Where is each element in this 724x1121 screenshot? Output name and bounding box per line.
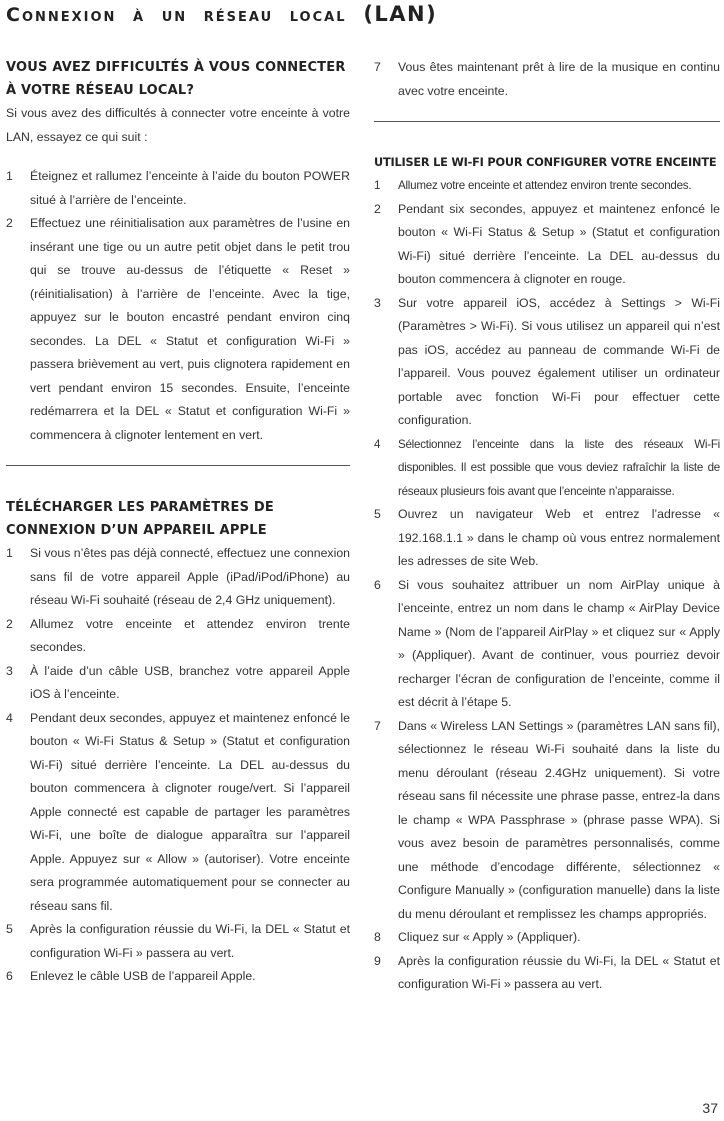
list-item xyxy=(374,503,720,574)
list-item xyxy=(374,292,720,433)
apple-setup-steps-continued xyxy=(374,56,720,103)
step-number: 3 xyxy=(374,295,381,310)
step-number: 7 xyxy=(374,60,381,74)
list-item xyxy=(6,212,350,447)
troubleshooting-steps xyxy=(6,165,350,447)
step-text: Dans « Wireless LAN Settings » (paramètres LAN sans fil), sélectionnez le réseau Wi-Fi souhaité dans la liste du menu déroulant (réseau 2.4GHz uniquement). Si votre réseau sans fil nécessite une phrase passe, entrez-la dans le champ « WPA Passphrase » (phrase passe WPA). Si vous avez besoin de paramètres personnalisés, comme une méthode d’encodage différente, sélectionnez « Configure Manually » (configuration manuelle) dans la liste du menu déroulant et remplissez les champs appropriés. xyxy=(398,718,720,921)
step-number: 9 xyxy=(374,953,381,968)
list-item xyxy=(6,918,350,965)
step-text: Effectuez une réinitialisation aux paramètres de l’usine en insérant une tige ou un autre petit objet dans le petit trou qui se trouve au-dessus de l’étiquette « Reset » (réinitialisation) à l’arrière de l’enceinte. Avec la tige, appuyez sur le bouton encastré pendant environ cinq secondes. La DEL « Statut et configuration Wi-Fi » passera brièvement au vert, puis clignotera rapidement en vert pendant environ 15 secondes. Ensuite, l’enceinte redémarrera et la DEL « Statut et configuration Wi-Fi » commencera à clignoter lentement en vert. xyxy=(30,216,350,442)
step-text: Après la configuration réussie du Wi-Fi, la DEL « Statut et configuration Wi-Fi » passera au vert. xyxy=(398,953,720,991)
step-number: 5 xyxy=(6,922,13,936)
step-number: 8 xyxy=(374,930,381,944)
step-number: 2 xyxy=(6,616,13,631)
step-text: Pendant deux secondes, appuyez et maintenez enfoncé le bouton « Wi-Fi Status & Setup » (Statut et configuration Wi-Fi) situé derrière l’enceinte. La DEL au-dessus du bouton commencera à clignoter rouge/vert. Si l’appareil Apple connecté est capable de partager les paramètres Wi-Fi, une boîte de dialogue apparaîtra sur l’appareil Apple. Appuyez sur « Allow » (autoriser). Votre enceinte sera programmée automatiquement pour se connecter au réseau sans fil. xyxy=(30,710,350,913)
step-text: Enlevez le câble USB de l’appareil Apple. xyxy=(30,969,256,983)
step-text: Après la configuration réussie du Wi-Fi, la DEL « Statut et configuration Wi-Fi » passera au vert. xyxy=(30,922,350,960)
step-number: 6 xyxy=(374,577,381,592)
section-heading-connection-trouble: VOUS AVEZ DIFFICULTÉS À VOUS CONNECTER À VOTRE RÉSEAU LOCAL? xyxy=(6,60,346,98)
list-item xyxy=(374,950,720,997)
step-number: 6 xyxy=(6,969,13,983)
step-text: Pendant six secondes, appuyez et maintenez enfoncé le bouton « Wi-Fi Status & Setup » (Statut et configuration Wi-Fi) situé derrière l’enceinte. La DEL au-dessus du bouton commencera à clignoter en rouge. xyxy=(398,201,720,286)
step-number: 5 xyxy=(374,507,381,521)
step-number: 4 xyxy=(374,437,381,451)
step-number: 7 xyxy=(374,718,381,733)
list-item xyxy=(374,174,720,198)
step-text: Si vous souhaitez attribuer un nom AirPlay unique à l’enceinte, entrez un nom dans le champ « AirPlay Device Name » (Nom de l’appareil AirPlay » et cliquez sur « Apply » (Appliquer). Avant de continuer, vous pourriez devoir recharger l’écran de configuration de l’enceinte, comme il est décrit à l’étape 5. xyxy=(398,577,720,709)
page-number: 37 xyxy=(702,1100,718,1116)
left-column xyxy=(6,56,350,989)
right-column xyxy=(374,56,720,997)
list-item xyxy=(374,574,720,715)
list-item xyxy=(6,965,350,989)
step-text: À l’aide d’un câble USB, branchez votre appareil Apple iOS à l’enceinte. xyxy=(30,663,350,701)
step-text: Éteignez et rallumez l’enceinte à l’aide du bouton POWER situé à l’arrière de l’enceinte. xyxy=(30,169,350,207)
page-title xyxy=(6,2,437,26)
list-item xyxy=(374,926,720,950)
list-item xyxy=(6,707,350,919)
section-heading-wifi-setup: UTILISER LE WI-FI POUR CONFIGURER VOTRE ENCEINTE xyxy=(374,156,717,169)
list-item xyxy=(374,198,720,292)
step-number: 3 xyxy=(6,663,13,678)
step-text: Si vous n’êtes pas déjà connecté, effectuez une connexion sans fil de votre appareil Apple (iPad/iPod/iPhone) au réseau Wi-Fi souhaité (réseau de 2,4 GHz uniquement). xyxy=(30,546,350,607)
list-item xyxy=(374,433,720,504)
list-item xyxy=(6,542,350,613)
step-text: Sélectionnez l’enceinte dans la liste des réseaux Wi-Fi disponibles. Il est possible que vous deviez rafraîchir la liste de réseaux plusieurs fois avant que l’enceinte n’apparaisse. xyxy=(398,437,720,498)
page-title-main: Connexion à un réseau local xyxy=(6,4,347,26)
step-text: Cliquez sur « Apply » (Appliquer). xyxy=(398,930,581,944)
step-number: 1 xyxy=(6,546,13,560)
apple-setup-steps xyxy=(6,542,350,989)
step-text: Ouvrez un navigateur Web et entrez l’adresse « 192.168.1.1 » dans le champ où vous entrez normalement les adresses de site Web. xyxy=(398,507,720,568)
list-item xyxy=(6,660,350,707)
page-title-suffix: (LAN) xyxy=(363,2,438,26)
step-text: Sur votre appareil iOS, accédez à Settings > Wi-Fi (Paramètres > Wi-Fi). Si vous utilisez un appareil qui n’est pas iOS, accédez au panneau de commande Wi-Fi de l’appareil. Vous pouvez également utiliser un ordinateur portable avec fonction Wi-Fi pour effectuer cette configuration. xyxy=(398,295,720,427)
step-number: 1 xyxy=(374,179,381,192)
list-item xyxy=(374,56,720,103)
step-number: 2 xyxy=(374,201,381,216)
step-number: 2 xyxy=(6,216,13,230)
wifi-setup-steps xyxy=(374,174,720,997)
list-item xyxy=(6,165,350,212)
section-intro: Si vous avez des difficultés à connecter votre enceinte à votre LAN, essayez ce qui suit : xyxy=(6,106,350,144)
section-heading-apple-settings: TÉLÉCHARGER LES PARAMÈTRES DE CONNEXION D’UN APPAREIL APPLE xyxy=(6,500,274,538)
step-number: 1 xyxy=(6,169,13,183)
step-text: Allumez votre enceinte et attendez environ trente secondes. xyxy=(398,179,692,192)
step-number: 4 xyxy=(6,710,13,725)
list-item xyxy=(374,715,720,927)
step-text: Allumez votre enceinte et attendez environ trente secondes. xyxy=(30,616,350,654)
step-text: Vous êtes maintenant prêt à lire de la musique en continu avec votre enceinte. xyxy=(398,60,720,98)
list-item xyxy=(6,613,350,660)
